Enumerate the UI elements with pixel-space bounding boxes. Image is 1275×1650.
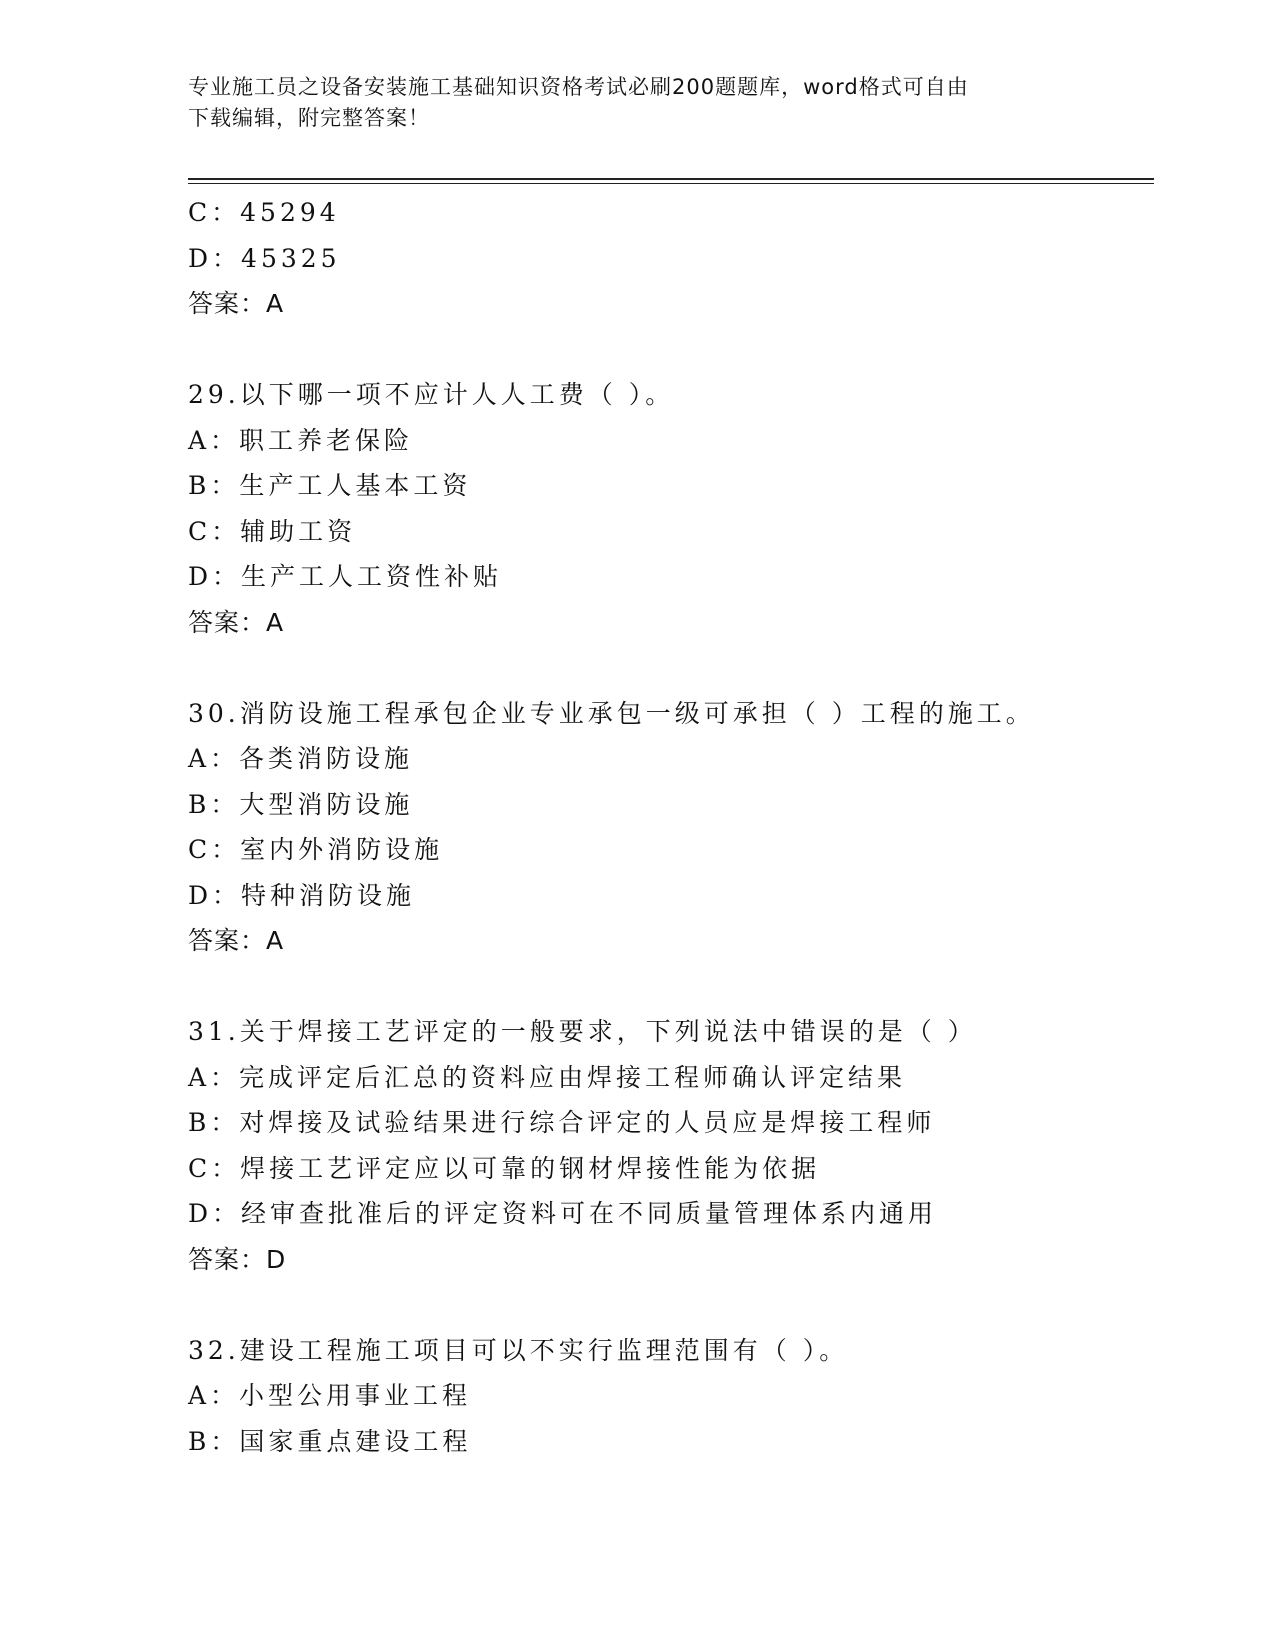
question-32-stem: 32.建设工程施工项目可以不实行监理范围有（ ）。 (188, 1335, 849, 1365)
header-rule-thin (188, 183, 1154, 184)
option-b: B：生产工人基本工资 (188, 471, 472, 500)
header-title-line-1: 专业施工员之设备安装施工基础知识资格考试必刷200题题库，word格式可自由 (188, 75, 969, 99)
header-rule-thick (188, 178, 1154, 180)
answer-line: 答案：A (188, 607, 285, 637)
answer-line: 答案：D (188, 1244, 287, 1274)
option-d: D：特种消防设施 (188, 880, 416, 910)
question-list (188, 190, 1148, 1464)
spacer (188, 645, 1148, 691)
option-a: A：完成评定后汇总的资料应由焊接工程师确认评定结果 (188, 1062, 907, 1092)
answer-line: 答案：A (188, 289, 285, 318)
header-title-line-2: 下载编辑，附完整答案！ (188, 106, 430, 130)
option-b: B：国家重点建设工程 (188, 1426, 472, 1456)
option-c: C：辅助工资 (188, 516, 357, 546)
option-b: B：对焊接及试验结果进行综合评定的人员应是焊接工程师 (188, 1108, 936, 1137)
question-31-stem: 31.关于焊接工艺评定的一般要求，下列说法中错误的是（ ） (188, 1017, 977, 1046)
spacer (188, 1282, 1148, 1328)
option-c: C：焊接工艺评定应以可靠的钢材焊接性能为依据 (188, 1153, 821, 1183)
option-d: D：生产工人工资性补贴 (188, 562, 503, 591)
option-a: A：各类消防设施 (188, 744, 414, 773)
option-b: B：大型消防设施 (188, 789, 414, 819)
answer-line: 答案：A (188, 926, 285, 955)
option-c: C：45294 (188, 198, 340, 227)
option-c: C：室内外消防设施 (188, 835, 444, 864)
option-d: D：经审查批准后的评定资料可在不同质量管理体系内通用 (188, 1199, 938, 1228)
document-header (188, 72, 1068, 134)
option-a: A：职工养老保险 (188, 425, 414, 455)
spacer (188, 964, 1148, 1010)
option-a: A：小型公用事业工程 (188, 1381, 472, 1410)
spacer (188, 327, 1148, 373)
option-d: D：45325 (188, 243, 341, 273)
question-29-stem: 29.以下哪一项不应计人人工费（ ）。 (188, 380, 675, 409)
question-30-stem: 30.消防设施工程承包企业专业承包一级可承担（ ）工程的施工。 (188, 698, 1035, 728)
